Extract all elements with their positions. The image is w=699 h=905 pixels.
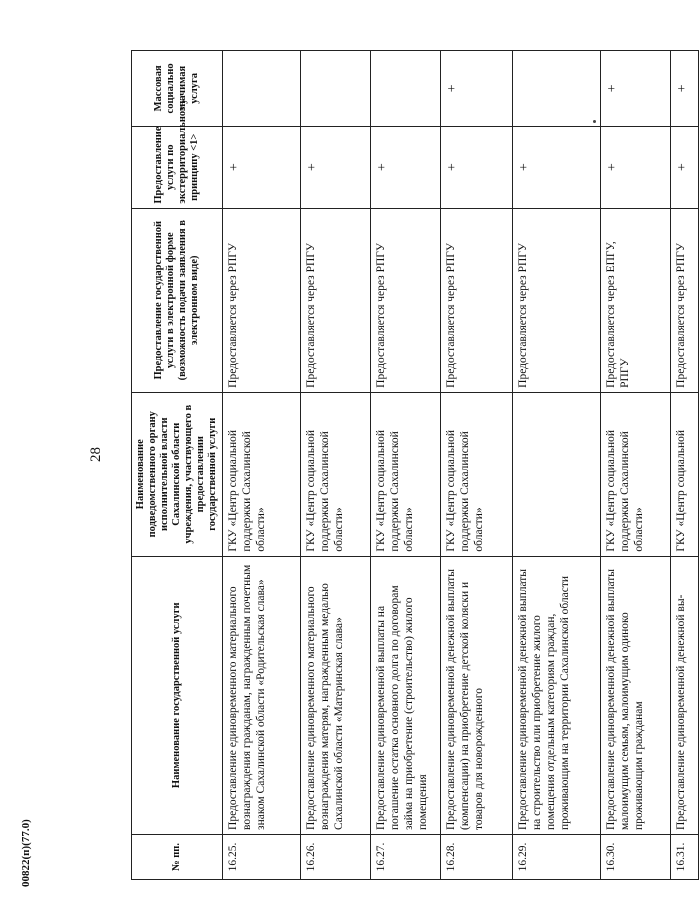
electronic-form: Предоставляется через РПГУ	[671, 208, 699, 392]
rotated-table-container	[131, 50, 691, 880]
table-row	[671, 51, 699, 880]
table-row	[441, 51, 513, 880]
organization: ГКУ «Центр социальной	[671, 392, 699, 556]
extraterritorial-mark: +	[671, 126, 699, 208]
extraterritorial-mark: +	[223, 126, 301, 208]
row-number: 16.28.	[441, 834, 513, 879]
organization: ГКУ «Центр социальной поддержки Сахалинской области»	[371, 392, 441, 556]
header-service-name: Наименование государственной услуги	[132, 556, 223, 834]
organization	[513, 392, 601, 556]
mass-service-mark	[371, 51, 441, 127]
row-number: 16.26.	[301, 834, 371, 879]
row-number: 16.30.	[601, 834, 671, 879]
row-number: 16.27.	[371, 834, 441, 879]
header-organization: Наименование подведомственного органу исполнительной власти Сахалинской области учреждения, участвующего в предоставлении государственной услуги	[132, 392, 223, 556]
table-row	[301, 51, 371, 880]
row-number: 16.25.	[223, 834, 301, 879]
organization: ГКУ «Центр социальной поддержки Сахалинской области»	[223, 392, 301, 556]
row-number: 16.31.	[671, 834, 699, 879]
mass-service-mark: +	[671, 51, 699, 127]
header-mass-service: Массовая социально значимая услуга	[132, 51, 223, 127]
header-electronic-form: Предоставление государственной услуги в электронной форме (возможность подачи заявления в электронном виде)	[132, 208, 223, 392]
extraterritorial-mark: +	[601, 126, 671, 208]
document-code: 00822(п)(77.0)	[20, 819, 32, 887]
header-row	[132, 51, 223, 880]
extraterritorial-mark: +	[513, 126, 601, 208]
electronic-form: Предоставляется через ЕПГУ, РПГУ	[601, 208, 671, 392]
page-number: 28	[88, 447, 104, 462]
mass-service-mark	[513, 51, 601, 127]
electronic-form: Предоставляется через РПГУ	[223, 208, 301, 392]
extraterritorial-mark: +	[441, 126, 513, 208]
table-row	[601, 51, 671, 880]
services-table	[131, 50, 699, 880]
service-name: Предоставление единовременной денежной выплаты малоимущим семьям, малоимущим одиноко проживающим гражданам	[601, 556, 671, 834]
table-row	[223, 51, 301, 880]
service-name: Предоставление единовременной денежной выплаты на строительство или приобретение жилого помещения отдельным категориям граждан, проживающим на территории Сахалинской области	[513, 556, 601, 834]
service-name: Предоставление единовременного материального вознаграждения гражданам, награжденным почетным знаком Сахалинской области «Родительская слава»	[223, 556, 301, 834]
electronic-form: Предоставляется через РПГУ	[513, 208, 601, 392]
mass-service-mark	[223, 51, 301, 127]
row-number: 16.29.	[513, 834, 601, 879]
mass-service-mark: +	[601, 51, 671, 127]
header-number: № пп.	[132, 834, 223, 879]
service-name: Предоставление единовременного материального вознаграждения матерям, награжденным медалью Сахалинской области «Материнская слава»	[301, 556, 371, 834]
organization: ГКУ «Центр социальной поддержки Сахалинской области»	[441, 392, 513, 556]
extraterritorial-mark: +	[371, 126, 441, 208]
table-row	[371, 51, 441, 880]
electronic-form: Предоставляется через РПГУ	[371, 208, 441, 392]
service-name: Предоставление единовременной денежной выплаты (компенсации) на приобретение детской коляски и товаров для новорожденного	[441, 556, 513, 834]
electronic-form: Предоставляется через РПГУ	[441, 208, 513, 392]
organization: ГКУ «Центр социальной поддержки Сахалинской области»	[601, 392, 671, 556]
service-name: Предоставление единовременной выплаты на погашение остатка основного долга по договорам займа на приобретение (строительство) жилого помещения	[371, 556, 441, 834]
mass-service-mark: +	[441, 51, 513, 127]
electronic-form: Предоставляется через РПГУ	[301, 208, 371, 392]
header-extraterritorial: Предоставление услуги по экстерриториальному принципу <1>	[132, 126, 223, 208]
table-row	[513, 51, 601, 880]
mass-service-mark	[301, 51, 371, 127]
extraterritorial-mark: +	[301, 126, 371, 208]
service-name: Предоставление единовременной денежной вы-	[671, 556, 699, 834]
organization: ГКУ «Центр социальной поддержки Сахалинской области»	[301, 392, 371, 556]
